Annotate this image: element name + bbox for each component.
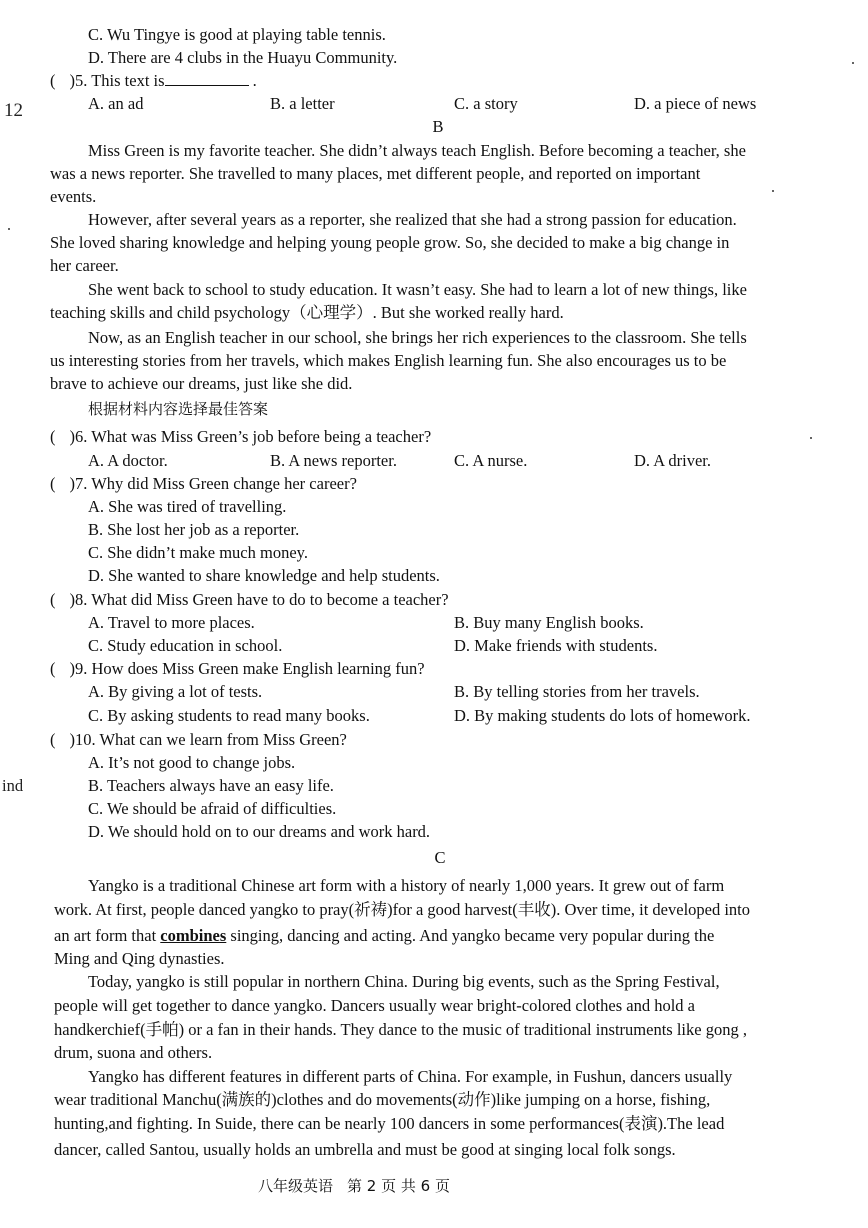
option-d: D. Make friends with students. (454, 636, 658, 655)
option-d: D. By making students do lots of homework. (454, 706, 751, 725)
option-b: B. a letter (270, 94, 335, 113)
scan-speck (852, 62, 854, 64)
passage-line: people will get together to dance yangko. Dancers usually wear bright-colored clothes and hold a (54, 996, 695, 1015)
option-a: A. It’s not good to change jobs. (88, 753, 296, 772)
passage-line: dancer, called Santou, usually holds an umbrella and must be good at singing local folk songs. (54, 1140, 676, 1159)
question-stem: )8. What did Miss Green have to do to become a teacher? (69, 590, 449, 609)
passage-line: Miss Green is my favorite teacher. She didn’t always teach English. Before becoming a teacher, she (88, 141, 746, 160)
option-c: C. A nurse. (454, 451, 528, 470)
page-footer (258, 1176, 464, 1197)
passage-line: She loved sharing knowledge and helping young people grow. So, she decided to make a big change in (50, 233, 730, 252)
scan-speck (810, 437, 812, 439)
passage-line: work. At first, people danced yangko to pray(祈祷)for a good harvest(丰收). Over time, it developed into (54, 900, 751, 919)
option-a: A. She was tired of travelling. (88, 497, 287, 516)
option-c: C. We should be afraid of difficulties. (88, 799, 337, 818)
section-heading-b: B (432, 117, 444, 136)
option-b: B. A news reporter. (270, 451, 397, 470)
option-c: C. She didn’t make much money. (88, 543, 308, 562)
answer-paren: ( (50, 474, 56, 493)
option-c: C. Study education in school. (88, 636, 283, 655)
answer-paren: ( (50, 427, 56, 446)
question-6 (50, 427, 431, 447)
passage-line: wear traditional Manchu(满族的)clothes and do movements(动作)like jumping on a horse, fishing, (54, 1090, 711, 1109)
scan-speck (8, 228, 10, 230)
passage-line: Ming and Qing dynasties. (54, 949, 225, 968)
answer-paren: ( (50, 71, 56, 90)
margin-word-fragment: ind (2, 776, 24, 795)
passage-line: us interesting stories from her travels, which makes English learning fun. She also encourages us to be (50, 351, 727, 370)
passage-line: Yangko has different features in different parts of China. For example, in Fushun, dancers usually (88, 1067, 733, 1086)
option-d: D. She wanted to share knowledge and help students. (88, 566, 440, 585)
option-line: C. Wu Tingye is good at playing table tennis. (88, 25, 386, 44)
option-a: A. A doctor. (88, 451, 168, 470)
option-line: D. There are 4 clubs in the Huayu Community. (88, 48, 398, 67)
margin-page-number: 12 (4, 100, 23, 121)
instruction-text: 根据材料内容选择最佳答案 (88, 400, 269, 418)
passage-line: teaching skills and child psychology（心理学）. But she worked really hard. (50, 303, 564, 322)
passage-line: However, after several years as a reporter, she realized that she had a strong passion for education. (88, 210, 737, 229)
question-10 (50, 730, 347, 750)
passage-line: brave to achieve our dreams, just like she did. (50, 374, 353, 393)
option-d: D. We should hold on to our dreams and work hard. (88, 822, 431, 841)
option-a: A. By giving a lot of tests. (88, 682, 263, 701)
passage-line: Yangko is a traditional Chinese art form with a history of nearly 1,000 years. It grew out of farm (88, 876, 725, 895)
question-7 (50, 474, 357, 494)
option-b: B. By telling stories from her travels. (454, 682, 700, 701)
passage-line: hunting,and fighting. In Suide, there can be nearly 100 dancers in some performances(表演).The lead (54, 1114, 725, 1133)
passage-line: was a news reporter. She travelled to many places, met different people, and reported on important (50, 164, 701, 183)
passage-line: She went back to school to study education. It wasn’t easy. She had to learn a lot of new things, like (88, 280, 747, 299)
question-stem: )6. What was Miss Green’s job before being a teacher? (69, 427, 432, 446)
footer-page: 第 2 页 共 6 页 (347, 1177, 450, 1195)
passage-line: events. (50, 187, 97, 206)
question-stem: )10. What can we learn from Miss Green? (69, 730, 347, 749)
option-a: A. Travel to more places. (88, 613, 255, 632)
question-stem: )7. Why did Miss Green change her career? (69, 474, 357, 493)
answer-paren: ( (50, 730, 56, 749)
option-b: B. She lost her job as a reporter. (88, 520, 300, 539)
underlined-keyword: combines (160, 926, 227, 945)
option-b: B. Teachers always have an easy life. (88, 776, 334, 795)
passage-line: her career. (50, 256, 119, 275)
question-9 (50, 659, 425, 679)
question-stem: )5. This text is (69, 71, 165, 90)
option-a: A. an ad (88, 94, 144, 113)
passage-line: an art form that combines singing, dancing and acting. And yangko became very popular during the (54, 926, 715, 945)
footer-grade: 八年级英语 (258, 1177, 334, 1195)
question-5: ( )5. This text is . (50, 71, 257, 90)
passage-line: handkerchief(手帕) or a fan in their hands. They dance to the music of traditional instruments like gong , (54, 1020, 747, 1039)
section-heading-c: C (434, 848, 446, 867)
passage-line: drum, suona and others. (54, 1043, 213, 1062)
question-stem: )9. How does Miss Green make English learning fun? (69, 659, 425, 678)
answer-blank (165, 71, 249, 86)
option-d: D. A driver. (634, 451, 711, 470)
passage-line: Now, as an English teacher in our school, she brings her rich experiences to the classroom. She tells (88, 328, 747, 347)
option-c: C. a story (454, 94, 518, 113)
scan-speck (772, 190, 774, 192)
option-d: D. a piece of news (634, 94, 757, 113)
option-c: C. By asking students to read many books. (88, 706, 370, 725)
option-b: B. Buy many English books. (454, 613, 644, 632)
answer-paren: ( (50, 590, 56, 609)
passage-line: Today, yangko is still popular in northern China. During big events, such as the Spring Festival, (88, 972, 720, 991)
answer-paren: ( (50, 659, 56, 678)
question-8 (50, 590, 449, 610)
